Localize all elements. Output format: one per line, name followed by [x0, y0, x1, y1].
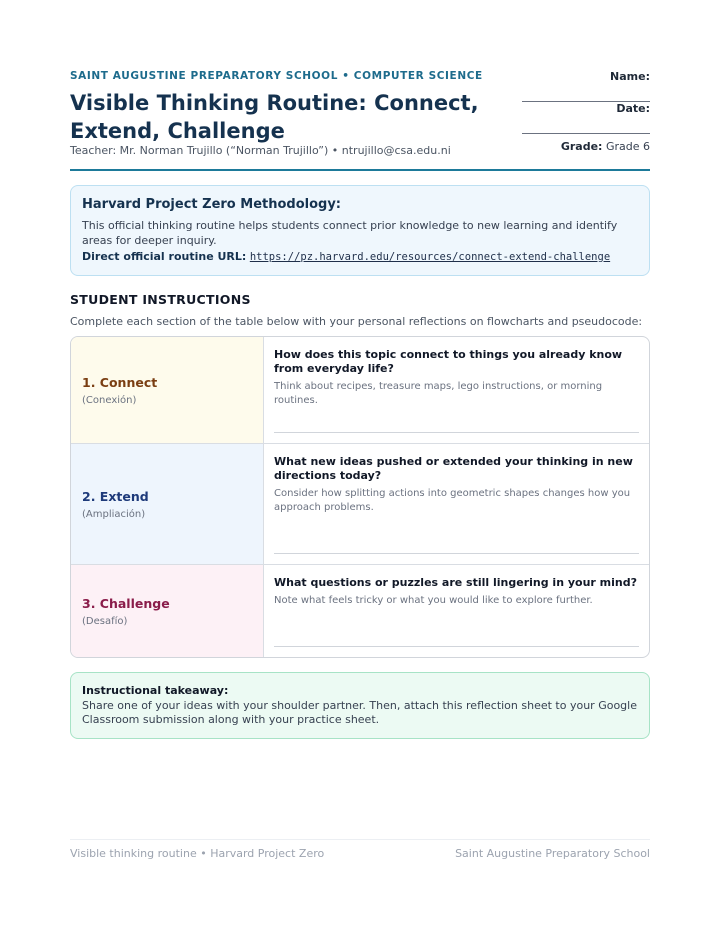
table-row-challenge [71, 565, 649, 657]
row-label-cell [71, 337, 264, 443]
row-question: How does this topic connect to things you already know from everyday life? [274, 348, 623, 375]
methodology-callout [70, 185, 650, 276]
row-hint: Consider how splitting actions into geometric shapes changes how you approach problems. [274, 488, 631, 513]
takeaway-callout [70, 672, 650, 739]
takeaway-title: Instructional takeaway: [82, 684, 229, 697]
row-label: 1. Connect [82, 374, 158, 390]
header [70, 70, 650, 170]
teacher-info: Teacher: Mr. Norman Trujillo (“Norman Trujillo”) • ntrujillo@csa.edu.ni [70, 144, 451, 157]
row-translation: (Conexión) [82, 394, 137, 406]
footer-divider [70, 839, 650, 840]
callout-text: This official thinking routine helps students connect prior knowledge to new learning and identify areas for deeper inquiry. [82, 219, 618, 247]
date-field[interactable] [522, 102, 650, 134]
row-hint: Think about recipes, treasure maps, lego instructions, or morning routines. [274, 381, 603, 406]
answer-line[interactable] [274, 646, 639, 647]
header-divider [70, 169, 650, 171]
instructions-text: Complete each section of the table below with your personal reflections on flowcharts and pseudocode: [70, 315, 643, 328]
answer-line[interactable] [274, 553, 639, 554]
url-label: Direct official routine URL: [82, 250, 247, 263]
instructions-heading: STUDENT INSTRUCTIONS [70, 292, 251, 307]
row-label-cell [71, 444, 264, 564]
row-question: What new ideas pushed or extended your thinking in new directions today? [274, 455, 633, 482]
response-cell[interactable] [264, 444, 649, 564]
routine-url-link[interactable]: https://pz.harvard.edu/resources/connect-extend-challenge [249, 251, 611, 263]
takeaway-text: Share one of your ideas with your shoulder partner. Then, attach this reflection sheet to your Google Classroom submission along with your practice sheet. [82, 699, 637, 726]
page-title: Visible Thinking Routine: Connect, Extend, Challenge [70, 91, 479, 143]
response-cell[interactable] [264, 337, 649, 443]
name-field[interactable] [522, 70, 650, 102]
row-translation: (Desafío) [82, 615, 128, 627]
row-translation: (Ampliación) [82, 508, 146, 520]
row-question: What questions or puzzles are still lingering in your mind? [274, 576, 637, 589]
response-cell[interactable] [264, 565, 649, 657]
grade-label: Grade: [560, 140, 603, 153]
table-row-extend [71, 444, 649, 565]
name-label: Name: [610, 70, 650, 83]
footer-right: Saint Augustine Preparatory School [455, 847, 650, 860]
date-label: Date: [616, 102, 650, 115]
footer-left: Visible thinking routine • Harvard Project Zero [70, 847, 325, 860]
grade-field [522, 134, 650, 166]
student-fields [522, 70, 650, 166]
table-row-connect [71, 337, 649, 444]
row-label: 3. Challenge [82, 595, 170, 611]
row-hint: Note what feels tricky or what you would like to explore further. [274, 595, 593, 606]
school-name: SAINT AUGUSTINE PREPARATORY SCHOOL • COMPUTER SCIENCE [70, 70, 483, 82]
grade-value: Grade 6 [605, 140, 650, 153]
url-line [82, 250, 638, 263]
answer-line[interactable] [274, 432, 639, 433]
row-label-cell [71, 565, 264, 657]
row-label: 2. Extend [82, 488, 149, 504]
reflection-table [70, 336, 650, 658]
callout-title: Harvard Project Zero Methodology: [82, 197, 342, 212]
worksheet-page [70, 0, 650, 932]
